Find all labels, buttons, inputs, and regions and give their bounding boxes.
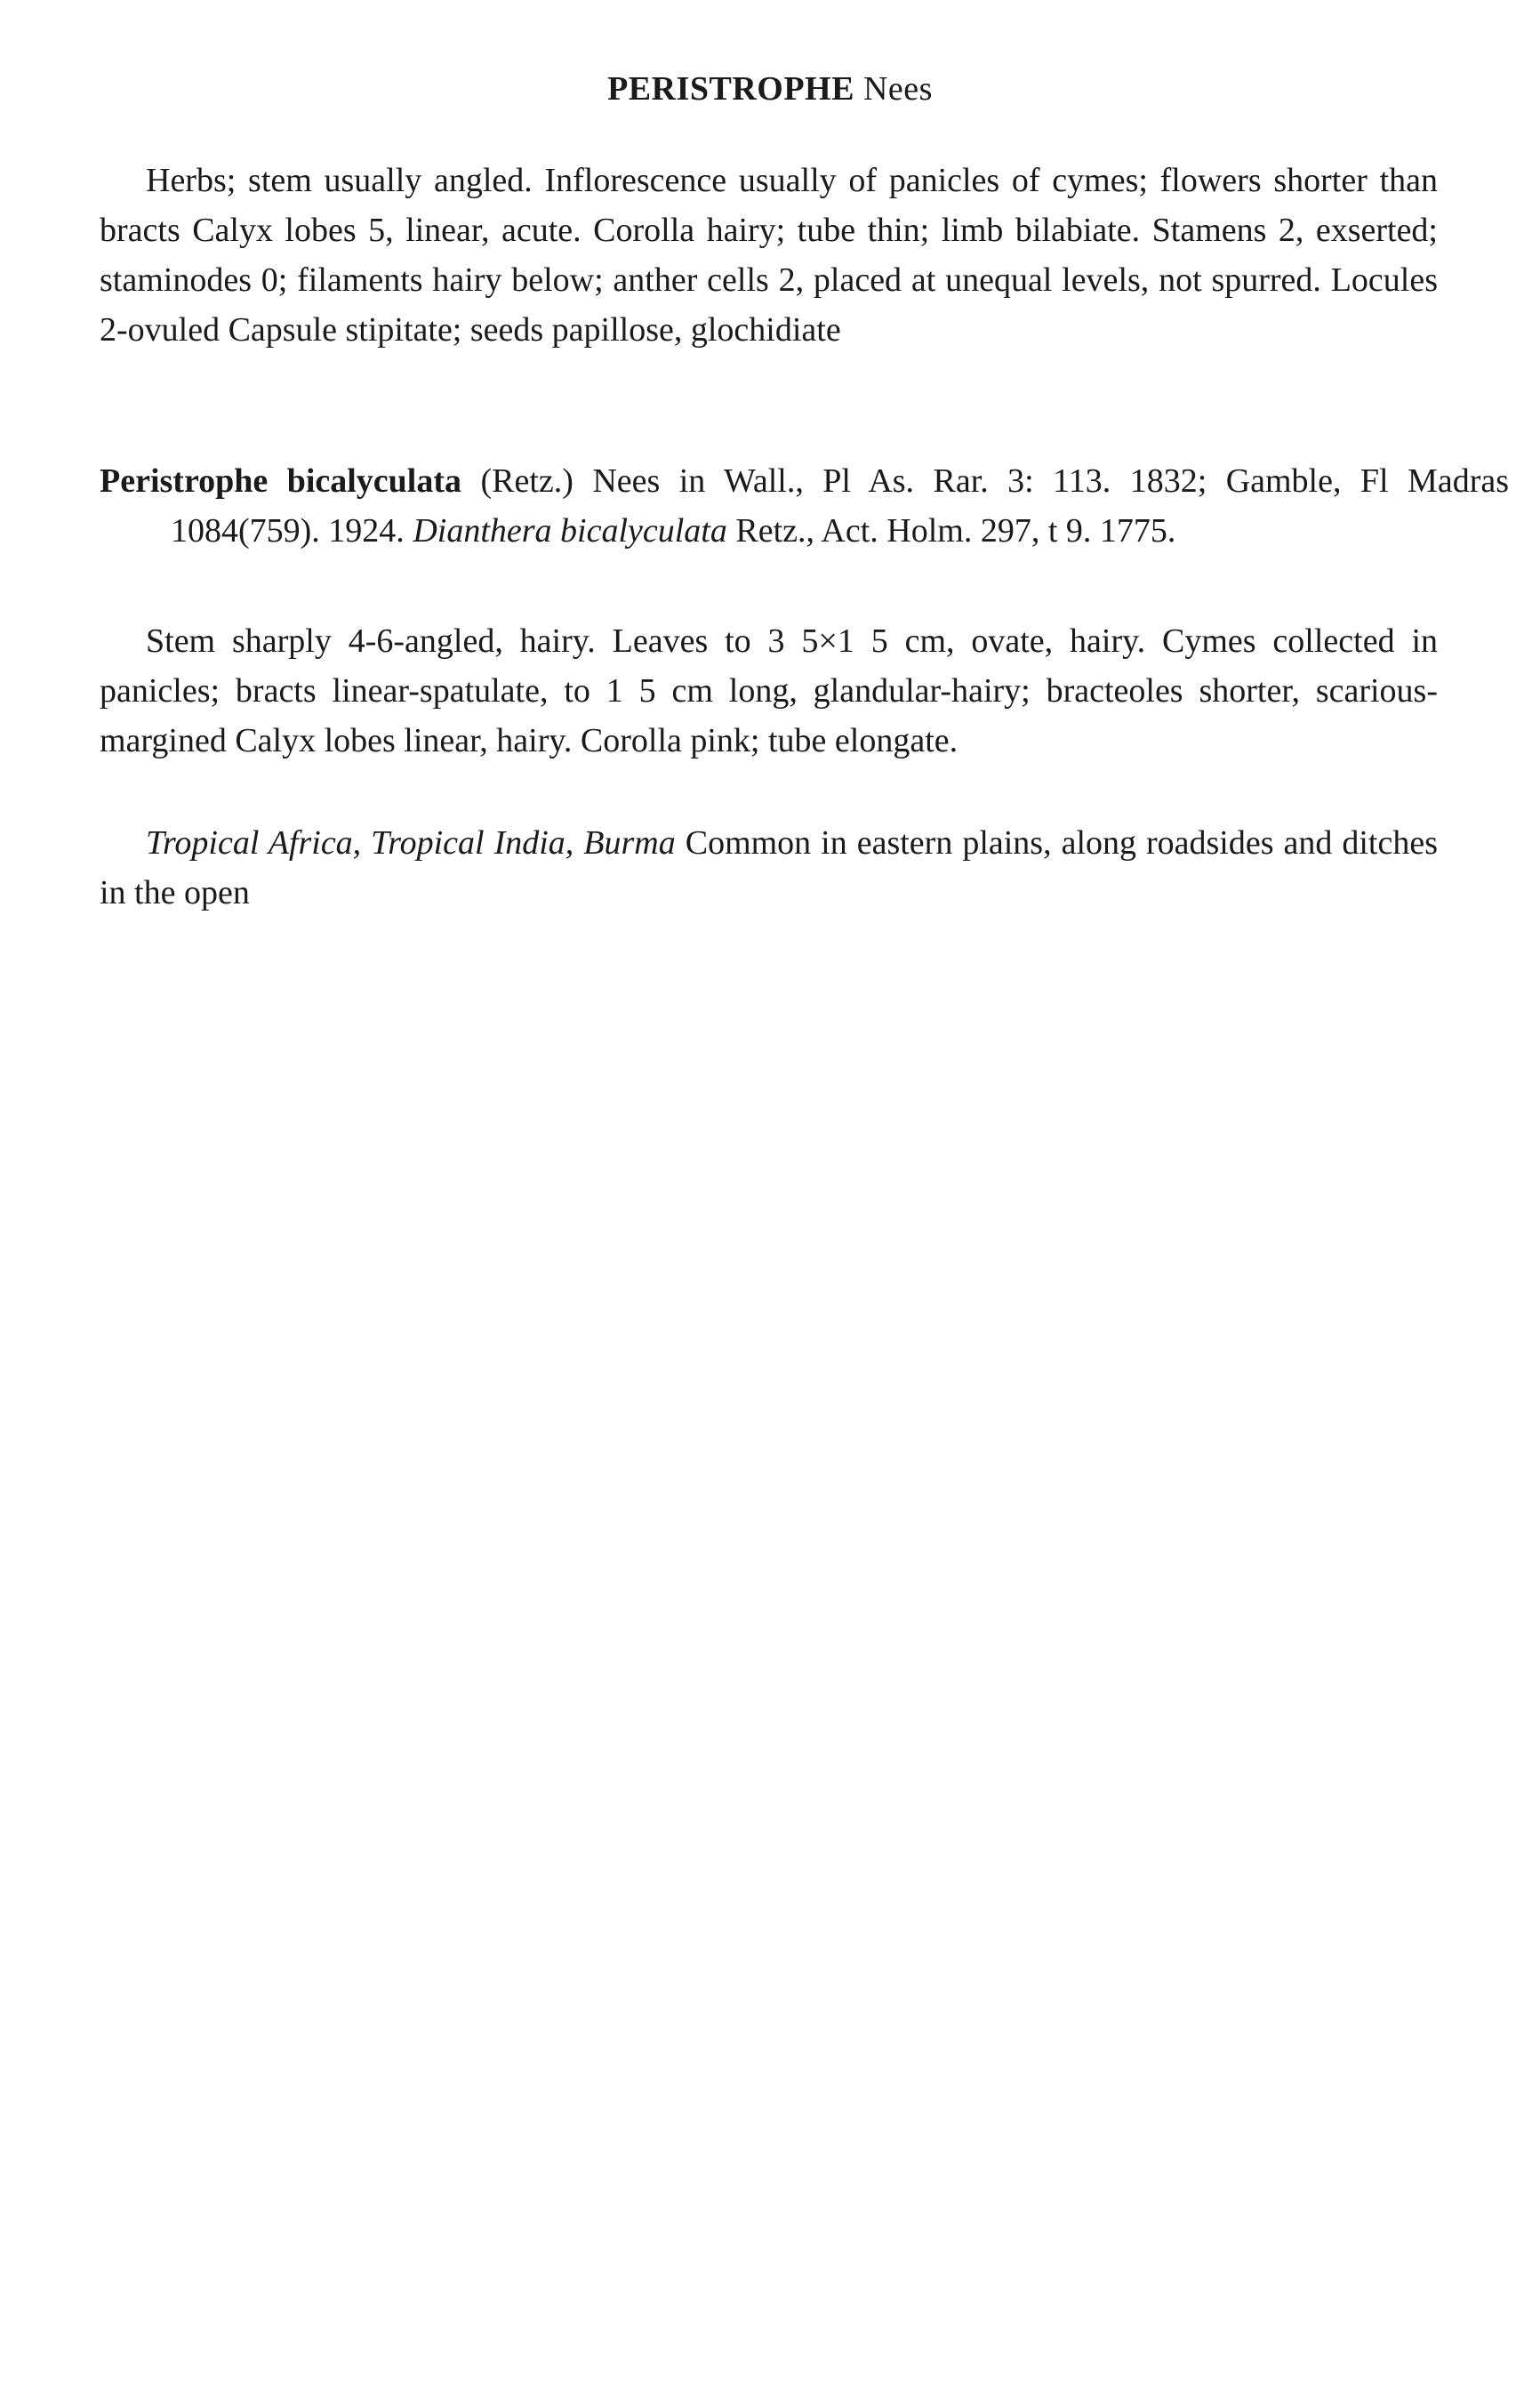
species-name: Peristrophe bicalyculata bbox=[100, 462, 462, 500]
habitat-note: Common in eastern plains, along roadsides and ditches in the open bbox=[100, 824, 1438, 911]
species-description: Stem sharply 4-6-angled, hairy. Leaves to 3 5×1 5 cm, ovate, hairy. Cymes collected in panicles; bracts linear-spatulate, to 1 5 cm long, glandular-hairy; bracteoles shorter, scarious-margined Calyx lobes linear, hairy. Corolla pink; tube elongate. bbox=[100, 622, 1438, 759]
genus-description: Herbs; stem usually angled. Inflorescence usually of panicles of cymes; flowers shorter than bracts Calyx lobes 5, linear, acute. Corolla hairy; tube thin; limb bilabiate. Stamens 2, exserted; staminodes 0; filaments hairy below; anther cells 2, placed at unequal levels, not spurred. Locules 2-ovuled Capsule stipitate; seeds papillose, glochidiate bbox=[100, 162, 1438, 349]
genus-heading bbox=[0, 69, 1540, 108]
synonym-citation: Retz., Act. Holm. 297, t 9. 1775. bbox=[735, 512, 1176, 550]
genus-name: PERISTROPHE bbox=[607, 70, 854, 108]
species-distribution bbox=[100, 818, 1438, 918]
distribution-regions: Tropical Africa, Tropical India, Burma bbox=[146, 824, 676, 862]
species-authority: (Retz.) Nees in Wall., Pl As. Rar. 3: 113. 1832; Gamble, Fl Madras 1084(759). 1924. bbox=[171, 462, 1510, 550]
synonym-name: Dianthera bicalyculata bbox=[413, 512, 727, 550]
genus-author: Nees bbox=[862, 70, 933, 108]
species-entry bbox=[100, 456, 1509, 556]
